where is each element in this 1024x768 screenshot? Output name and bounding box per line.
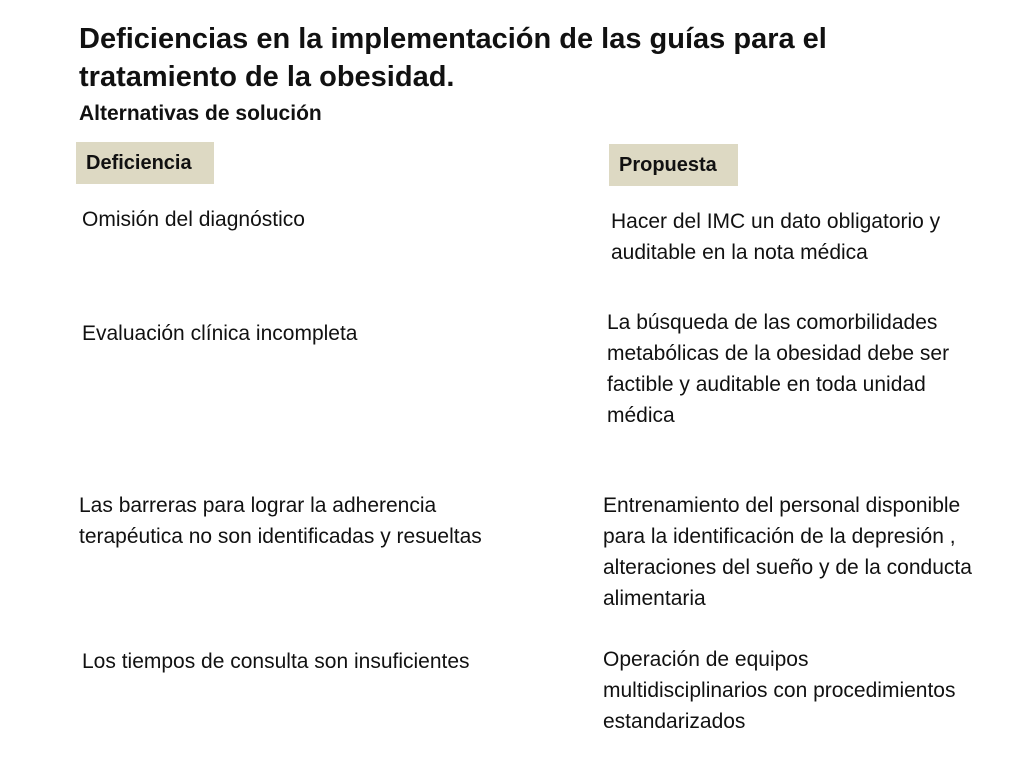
- propuesta-item: [603, 490, 1021, 614]
- slide-title: [79, 20, 979, 96]
- propuesta-line: alteraciones del sueño y de la conducta: [603, 556, 972, 579]
- deficiencia-line: terapéutica no son identificadas y resueltas: [79, 525, 482, 548]
- propuesta-line: Hacer del IMC un dato obligatorio y: [611, 210, 941, 233]
- propuesta-line: La búsqueda de las comorbilidades: [607, 311, 938, 334]
- deficiencia-item: [82, 204, 552, 235]
- deficiencia-item: [79, 490, 569, 552]
- propuesta-item: [603, 644, 1021, 737]
- slide-title-line-1: Deficiencias en la implementación de las guías para el: [79, 23, 827, 55]
- propuesta-line: para la identificación de la depresión ,: [603, 525, 956, 548]
- deficiencia-line: Los tiempos de consulta son insuficientes: [82, 650, 470, 673]
- deficiencia-line: Evaluación clínica incompleta: [82, 322, 358, 345]
- deficiencia-item: [82, 318, 552, 349]
- deficiencia-item: [82, 646, 572, 677]
- propuesta-line: factible y auditable en toda unidad: [607, 373, 926, 396]
- slide-title-line-2: tratamiento de la obesidad.: [79, 61, 455, 93]
- propuesta-item: [611, 206, 1011, 268]
- propuesta-item: [607, 307, 1012, 431]
- slide-subtitle: Alternativas de solución: [79, 102, 322, 125]
- deficiencia-line: Las barreras para lograr la adherencia: [79, 494, 437, 517]
- column-header-propuesta: Propuesta: [609, 144, 738, 186]
- propuesta-line: multidisciplinarios con procedimientos: [603, 679, 956, 702]
- column-header-deficiencia: Deficiencia: [76, 142, 214, 184]
- propuesta-line: alimentaria: [603, 587, 706, 610]
- propuesta-line: médica: [607, 404, 675, 427]
- propuesta-line: auditable en la nota médica: [611, 241, 868, 264]
- propuesta-line: Entrenamiento del personal disponible: [603, 494, 961, 517]
- deficiencia-line: Omisión del diagnóstico: [82, 208, 305, 231]
- propuesta-line: Operación de equipos: [603, 648, 809, 671]
- propuesta-line: metabólicas de la obesidad debe ser: [607, 342, 950, 365]
- propuesta-line: estandarizados: [603, 710, 746, 733]
